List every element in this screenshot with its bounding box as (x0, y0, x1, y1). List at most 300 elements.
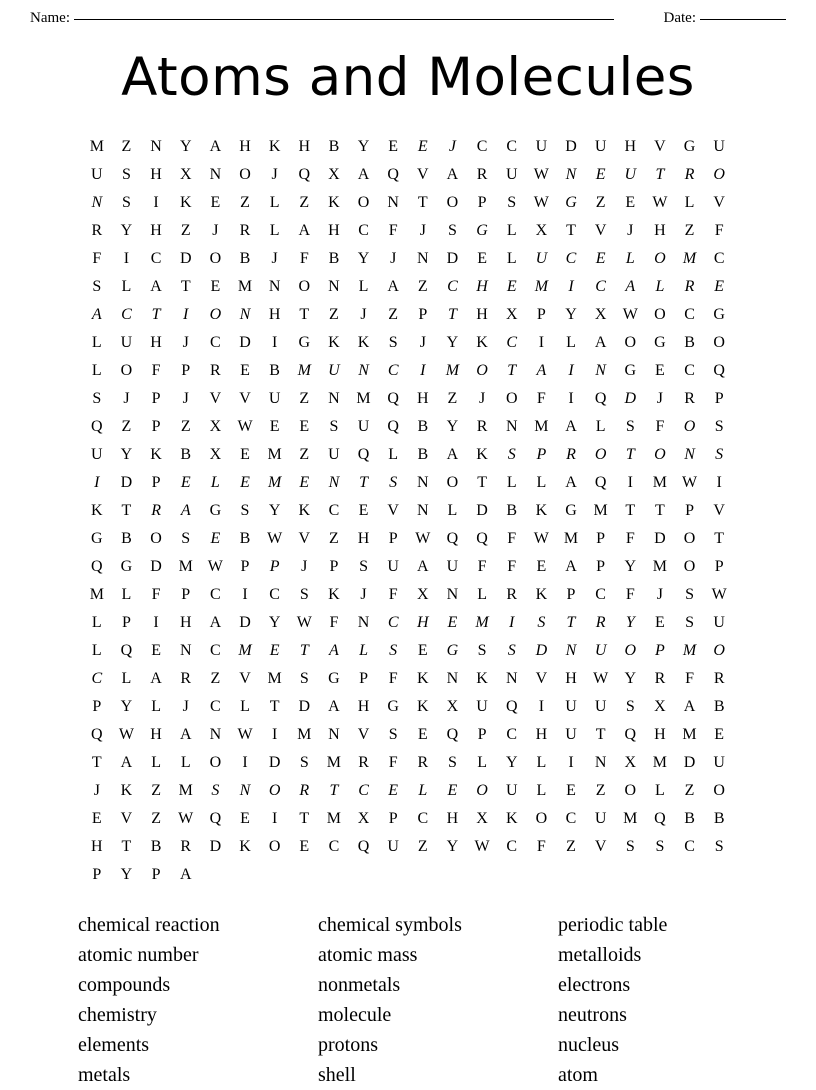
grid-letter: T (714, 530, 725, 548)
grid-letter: E (388, 138, 399, 156)
grid-letter: U (328, 362, 340, 380)
grid-letter: F (655, 418, 665, 436)
grid-letter: P (269, 558, 280, 576)
grid-letter: E (566, 782, 576, 800)
grid-letter: C (328, 502, 340, 520)
grid-letter: D (268, 754, 281, 772)
grid-letter: S (477, 642, 487, 660)
grid-letter: S (655, 838, 665, 856)
grid-letter: A (565, 418, 577, 436)
grid-letter: A (179, 866, 192, 884)
grid-letter: U (594, 698, 607, 716)
grid-letter: M (682, 642, 697, 660)
grid-letter: L (625, 250, 635, 268)
grid-letter: D (535, 642, 548, 660)
word-list-item: metals (78, 1064, 131, 1087)
grid-letter: A (565, 474, 577, 492)
grid-letter: D (120, 474, 133, 492)
word-list-item: compounds (78, 974, 171, 997)
grid-letter: U (713, 614, 725, 632)
grid-letter: U (713, 138, 725, 156)
grid-letter: U (387, 838, 399, 856)
grid-letter: P (329, 558, 339, 576)
grid-letter: H (654, 222, 666, 240)
grid-letter: D (150, 558, 162, 576)
grid-letter: A (625, 278, 636, 296)
grid-letter: U (446, 558, 459, 576)
grid-letter: J (478, 390, 486, 408)
grid-letter: U (505, 166, 518, 184)
grid-letter: E (536, 558, 547, 576)
grid-letter: N (328, 278, 340, 296)
grid-letter: Z (299, 446, 310, 464)
grid-letter: M (563, 530, 579, 548)
grid-letter: Y (357, 138, 370, 156)
grid-letter: V (713, 194, 725, 212)
grid-letter: Q (298, 166, 311, 184)
grid-letter: A (329, 642, 339, 660)
date-input-line[interactable] (700, 19, 786, 20)
grid-letter: S (625, 838, 635, 856)
grid-letter: Y (565, 306, 577, 324)
grid-letter: E (299, 474, 310, 492)
grid-letter: Y (446, 334, 459, 352)
grid-letter: L (447, 502, 458, 520)
grid-letter: I (242, 586, 248, 604)
grid-letter: N (328, 390, 340, 408)
grid-letter: D (654, 530, 666, 548)
grid-letter: I (271, 726, 278, 744)
grid-letter: T (121, 838, 132, 856)
grid-letter: T (299, 642, 309, 660)
name-input-line[interactable] (74, 19, 614, 20)
grid-letter: X (624, 754, 637, 772)
grid-letter: P (151, 866, 161, 884)
grid-letter: X (654, 698, 666, 716)
grid-letter: R (180, 838, 192, 856)
grid-letter: S (537, 614, 546, 632)
grid-letter: P (181, 586, 191, 604)
grid-letter: F (507, 558, 517, 576)
grid-letter: F (685, 670, 694, 688)
grid-letter: S (447, 222, 457, 240)
grid-letter: N (328, 726, 340, 744)
grid-letter: S (714, 418, 724, 436)
grid-letter: G (209, 502, 222, 520)
grid-letter: K (328, 586, 340, 604)
grid-letter: D (565, 138, 577, 156)
grid-letter: W (711, 586, 727, 604)
grid-letter: J (360, 306, 367, 324)
grid-letter: R (684, 278, 695, 296)
grid-letter: V (239, 390, 251, 408)
grid-letter: J (271, 250, 278, 268)
grid-letter: O (624, 782, 637, 800)
grid-letter: A (565, 558, 577, 576)
grid-letter: U (594, 138, 607, 156)
grid-letter: C (565, 810, 577, 828)
grid-letter: M (297, 362, 311, 380)
grid-letter: S (625, 698, 635, 716)
grid-letter: C (91, 670, 103, 688)
grid-letter: B (121, 530, 132, 548)
grid-letter: L (91, 362, 102, 380)
grid-letter: C (210, 698, 221, 716)
grid-letter: Z (299, 390, 310, 408)
grid-letter: G (446, 642, 459, 660)
grid-letter: Z (595, 194, 606, 212)
grid-letter: T (477, 474, 487, 492)
grid-letter: E (506, 278, 517, 296)
grid-letter: J (360, 586, 367, 604)
word-list-item: atom (558, 1064, 598, 1087)
grid-letter: D (298, 698, 311, 716)
grid-letter: E (655, 362, 665, 380)
grid-letter: H (476, 306, 488, 324)
grid-letter: L (536, 474, 547, 492)
grid-letter: O (476, 362, 488, 380)
grid-letter: M (652, 474, 668, 492)
grid-letter: R (210, 362, 221, 380)
grid-letter: A (446, 446, 459, 464)
grid-letter: R (684, 166, 695, 184)
grid-letter: L (655, 278, 665, 296)
grid-letter: C (476, 138, 488, 156)
grid-letter: N (565, 642, 577, 660)
grid-letter: Z (388, 306, 399, 324)
grid-letter: L (506, 250, 517, 268)
grid-letter: S (299, 586, 309, 604)
grid-letter: C (595, 278, 606, 296)
grid-letter: W (118, 726, 134, 744)
grid-letter: X (476, 810, 488, 828)
grid-letter: A (209, 614, 222, 632)
grid-letter: M (652, 754, 668, 772)
grid-letter: O (683, 418, 696, 436)
grid-letter: T (625, 446, 635, 464)
grid-letter: I (627, 474, 633, 492)
grid-letter: I (94, 474, 100, 492)
grid-letter: R (151, 502, 161, 520)
grid-letter: P (714, 390, 724, 408)
grid-letter: T (447, 306, 457, 324)
grid-letter: T (359, 474, 368, 492)
grid-letter: X (357, 810, 370, 828)
grid-letter: E (447, 782, 458, 800)
grid-letter: B (417, 446, 429, 464)
grid-letter: Z (329, 530, 339, 548)
grid-letter: T (121, 502, 132, 520)
grid-letter: S (240, 502, 250, 520)
grid-letter: A (150, 278, 162, 296)
grid-letter: E (91, 810, 102, 828)
grid-letter: N (328, 474, 340, 492)
grid-letter: H (298, 138, 311, 156)
grid-letter: C (121, 306, 132, 324)
grid-letter: K (268, 138, 281, 156)
grid-letter: I (123, 250, 130, 268)
grid-letter: T (91, 754, 102, 772)
grid-letter: N (150, 138, 162, 156)
grid-letter: O (446, 194, 459, 212)
grid-letter: Y (624, 558, 637, 576)
grid-letter: A (357, 166, 370, 184)
grid-letter: J (182, 390, 189, 408)
grid-letter: C (506, 138, 518, 156)
grid-letter: J (212, 222, 219, 240)
grid-letter: D (179, 250, 192, 268)
grid-letter: Y (120, 698, 133, 716)
grid-letter: Z (417, 838, 428, 856)
grid-letter: H (535, 726, 548, 744)
grid-letter: M (534, 278, 549, 296)
grid-letter: Z (121, 418, 132, 436)
grid-letter: O (713, 166, 725, 184)
grid-letter: T (655, 502, 665, 520)
grid-letter: L (269, 194, 280, 212)
grid-letter: F (151, 362, 161, 380)
grid-letter: K (328, 334, 340, 352)
grid-letter: K (476, 446, 488, 464)
grid-letter: Q (120, 642, 133, 660)
grid-letter: T (329, 782, 339, 800)
grid-letter: E (240, 810, 250, 828)
grid-letter: W (681, 474, 698, 492)
grid-letter: M (89, 138, 104, 156)
grid-letter: O (713, 334, 725, 352)
grid-letter: V (594, 838, 607, 856)
grid-letter: S (507, 446, 516, 464)
grid-letter: C (210, 334, 221, 352)
grid-letter: L (151, 698, 161, 716)
grid-letter: R (684, 390, 695, 408)
grid-letter: R (654, 670, 666, 688)
grid-letter: Q (446, 530, 459, 548)
grid-letter: Q (357, 838, 370, 856)
grid-letter: F (388, 586, 398, 604)
grid-letter: S (329, 418, 339, 436)
word-list-item: periodic table (558, 914, 668, 937)
grid-letter: F (536, 838, 546, 856)
grid-letter: C (417, 810, 429, 828)
grid-letter: R (358, 754, 369, 772)
grid-letter: I (568, 278, 574, 296)
grid-letter: S (685, 586, 694, 604)
grid-letter: M (475, 614, 489, 632)
grid-letter: T (180, 278, 191, 296)
grid-letter: Y (268, 502, 281, 520)
grid-letter: S (359, 558, 368, 576)
grid-letter: O (654, 306, 666, 324)
grid-letter: S (685, 614, 694, 632)
grid-letter: E (151, 642, 161, 660)
grid-letter: S (121, 166, 131, 184)
grid-letter: L (655, 782, 665, 800)
grid-letter: W (237, 418, 253, 436)
grid-letter: T (507, 362, 517, 380)
grid-letter: F (625, 530, 635, 548)
grid-letter: U (594, 810, 607, 828)
grid-letter: F (388, 222, 398, 240)
grid-letter: L (269, 222, 280, 240)
grid-letter: X (446, 698, 459, 716)
grid-letter: Z (180, 418, 191, 436)
grid-letter: D (683, 754, 696, 772)
grid-letter: X (179, 166, 192, 184)
grid-letter: P (151, 390, 161, 408)
grid-letter: S (389, 642, 398, 660)
grid-letter: N (268, 278, 281, 296)
grid-letter: P (388, 810, 398, 828)
grid-letter: C (387, 614, 399, 632)
grid-letter: G (91, 530, 103, 548)
grid-letter: S (625, 418, 635, 436)
grid-letter: T (299, 306, 310, 324)
grid-letter: F (299, 250, 309, 268)
grid-letter: O (209, 250, 222, 268)
grid-letter: J (419, 334, 426, 352)
grid-letter: Q (387, 418, 399, 436)
grid-letter: G (565, 502, 577, 520)
grid-letter: U (91, 166, 103, 184)
grid-letter: C (358, 222, 369, 240)
grid-letter: X (594, 306, 607, 324)
grid-letter: C (565, 250, 577, 268)
grid-letter: N (358, 362, 369, 380)
grid-letter: R (180, 670, 192, 688)
grid-letter: J (656, 586, 664, 604)
grid-letter: B (417, 418, 429, 436)
grid-letter: S (389, 474, 398, 492)
grid-letter: W (533, 166, 549, 184)
grid-letter: P (685, 502, 694, 520)
grid-letter: C (328, 838, 340, 856)
grid-letter: X (328, 166, 340, 184)
grid-letter: K (476, 334, 488, 352)
grid-letter: W (593, 670, 609, 688)
grid-letter: G (476, 222, 488, 240)
grid-letter: N (684, 446, 695, 464)
grid-letter: S (121, 194, 131, 212)
grid-letter: O (120, 362, 133, 380)
grid-letter: S (299, 754, 309, 772)
grid-letter: Z (180, 222, 191, 240)
grid-letter: J (182, 698, 189, 716)
grid-letter: Q (446, 726, 459, 744)
grid-letter: H (624, 138, 637, 156)
grid-letter: W (207, 558, 223, 576)
grid-letter: G (328, 670, 340, 688)
grid-letter: O (150, 530, 162, 548)
grid-letter: U (505, 782, 518, 800)
grid-letter: E (240, 446, 250, 464)
grid-letter: R (91, 222, 103, 240)
grid-letter: H (150, 334, 162, 352)
grid-letter: O (654, 446, 666, 464)
grid-letter: O (683, 530, 696, 548)
grid-letter: V (239, 670, 251, 688)
grid-letter: L (477, 586, 487, 604)
grid-letter: E (595, 250, 606, 268)
grid-letter: D (446, 250, 459, 268)
grid-letter: S (388, 334, 398, 352)
grid-letter: M (682, 726, 697, 744)
grid-letter: Q (91, 418, 103, 436)
grid-letter: S (715, 446, 724, 464)
grid-letter: Y (357, 250, 370, 268)
grid-letter: E (714, 278, 725, 296)
grid-letter: Q (476, 530, 488, 548)
grid-letter: A (446, 166, 459, 184)
grid-letter: H (179, 614, 192, 632)
grid-letter: A (91, 306, 102, 324)
grid-letter: R (239, 222, 251, 240)
grid-letter: V (209, 390, 222, 408)
grid-letter: A (536, 362, 547, 380)
grid-letter: J (419, 222, 426, 240)
word-search-grid (82, 137, 734, 884)
grid-letter: P (655, 642, 665, 660)
date-field-group (664, 10, 786, 27)
grid-letter: O (298, 278, 311, 296)
grid-letter: T (566, 614, 576, 632)
grid-letter: C (506, 726, 518, 744)
grid-letter: E (477, 250, 487, 268)
grid-letter: Q (357, 446, 370, 464)
word-list-item: protons (318, 1034, 378, 1057)
grid-letter: I (271, 810, 278, 828)
grid-letter: W (652, 194, 668, 212)
grid-letter: J (301, 558, 308, 576)
grid-letter: C (713, 250, 725, 268)
grid-letter: E (269, 642, 280, 660)
grid-letter: E (447, 614, 458, 632)
grid-letter: H (654, 726, 666, 744)
grid-letter: L (91, 614, 102, 632)
grid-letter: L (566, 334, 576, 352)
grid-letter: U (476, 698, 488, 716)
grid-letter: Q (713, 362, 725, 380)
grid-letter: D (239, 334, 251, 352)
grid-letter: N (594, 754, 607, 772)
grid-letter: U (535, 138, 548, 156)
grid-letter: Q (91, 726, 103, 744)
grid-letter: V (298, 530, 311, 548)
grid-letter: I (568, 390, 574, 408)
grid-letter: N (417, 474, 429, 492)
grid-letter: W (178, 810, 194, 828)
grid-letter: P (596, 530, 606, 548)
page-title: Atoms and Molecules (121, 47, 695, 108)
grid-letter: G (683, 138, 696, 156)
grid-letter: Z (684, 782, 695, 800)
grid-letter: B (328, 250, 340, 268)
grid-letter: I (568, 362, 574, 380)
word-list-item: neutrons (558, 1004, 627, 1027)
grid-letter: Z (566, 838, 576, 856)
grid-letter: B (239, 250, 251, 268)
grid-letter: S (714, 838, 724, 856)
grid-letter: Y (505, 754, 518, 772)
grid-letter: G (298, 334, 311, 352)
grid-letter: F (714, 222, 724, 240)
grid-letter: U (565, 698, 577, 716)
grid-letter: C (506, 838, 518, 856)
grid-letter: N (239, 306, 251, 324)
grid-letter: F (625, 586, 635, 604)
grid-letter: L (151, 754, 161, 772)
grid-letter: W (533, 194, 549, 212)
